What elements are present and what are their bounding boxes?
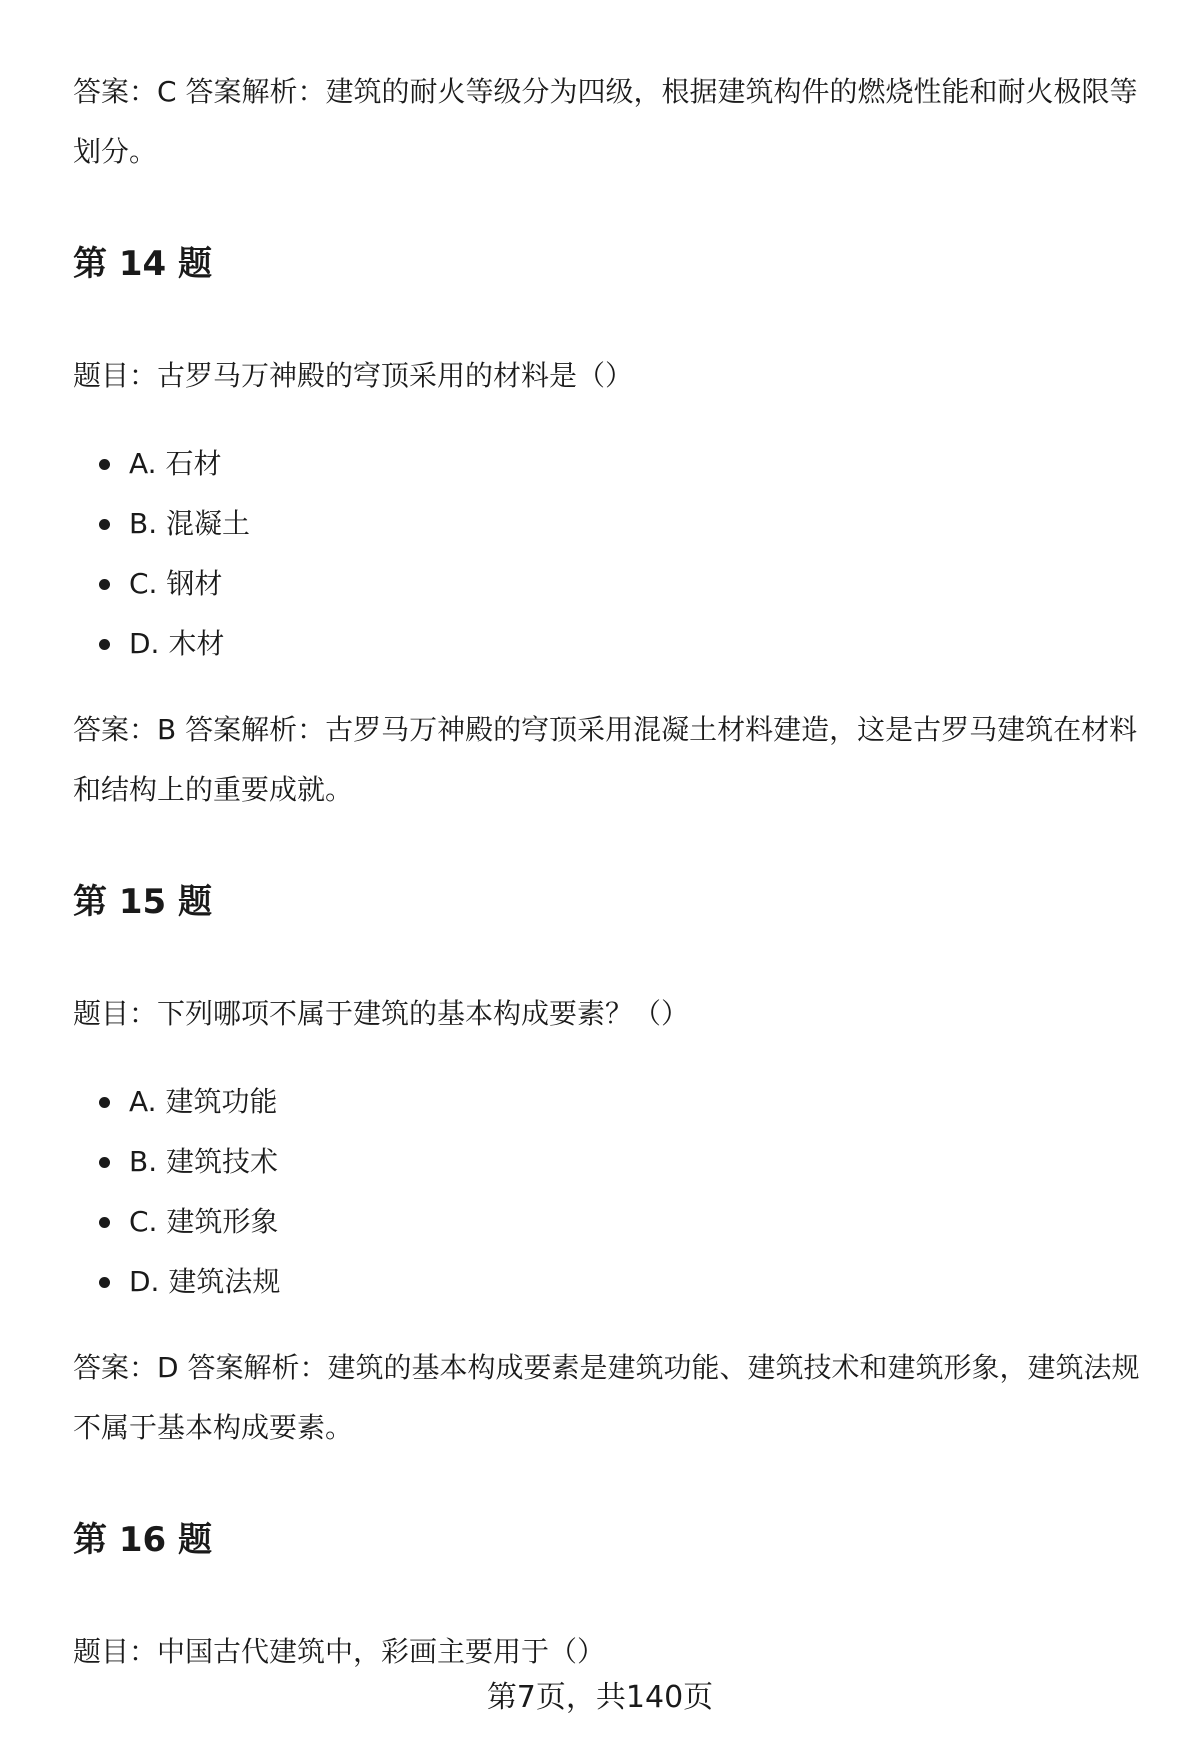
question-prompt: 题目：下列哪项不属于建筑的基本构成要素？（） <box>73 997 690 1030</box>
question-heading: 第 14 题 <box>73 244 212 284</box>
option-item <box>73 614 1153 674</box>
option-label: D. 木材 <box>129 627 225 660</box>
option-item <box>73 554 1153 614</box>
option-label: C. 建筑形象 <box>129 1205 279 1238</box>
question-prompt: 题目：古罗马万神殿的穹顶采用的材料是（） <box>73 359 634 392</box>
question-prompt: 题目：中国古代建筑中，彩画主要用于（） <box>73 1635 606 1668</box>
answer-explanation: 答案：B 答案解析：古罗马万神殿的穹顶采用混凝土材料建造，这是古罗马建筑在材料和结构上的重要成就。 <box>73 713 1138 806</box>
option-label: A. 建筑功能 <box>129 1085 278 1118</box>
bullet-icon <box>99 1157 110 1168</box>
question-block <box>73 1510 1153 1682</box>
option-item <box>73 1132 1153 1192</box>
option-item <box>73 494 1153 554</box>
question-block <box>73 234 1153 820</box>
bullet-icon <box>99 519 110 530</box>
option-item <box>73 1252 1153 1312</box>
bullet-icon <box>99 579 110 590</box>
bullet-icon <box>99 1277 110 1288</box>
option-label: A. 石材 <box>129 447 222 480</box>
option-label: B. 建筑技术 <box>129 1145 279 1178</box>
option-item <box>73 1072 1153 1132</box>
page-number: 第7页，共140页 <box>486 1680 714 1715</box>
option-list <box>73 434 1153 674</box>
question-heading: 第 16 题 <box>73 1520 212 1560</box>
question-heading: 第 15 题 <box>73 882 212 922</box>
bullet-icon <box>99 1217 110 1228</box>
option-label: C. 钢材 <box>129 567 223 600</box>
page-content <box>73 62 1153 1710</box>
option-label: B. 混凝土 <box>129 507 251 540</box>
question-block <box>73 872 1153 1458</box>
option-item <box>73 434 1153 494</box>
answer-explanation: 答案：D 答案解析：建筑的基本构成要素是建筑功能、建筑技术和建筑形象，建筑法规不属于基本构成要素。 <box>73 1351 1140 1444</box>
option-label: D. 建筑法规 <box>129 1265 281 1298</box>
option-list <box>73 1072 1153 1312</box>
answer-explanation: 答案：C 答案解析：建筑的耐火等级分为四级，根据建筑构件的燃烧性能和耐火极限等划分。 <box>73 75 1138 168</box>
bullet-icon <box>99 459 110 470</box>
bullet-icon <box>99 1097 110 1108</box>
option-item <box>73 1192 1153 1252</box>
bullet-icon <box>99 639 110 650</box>
